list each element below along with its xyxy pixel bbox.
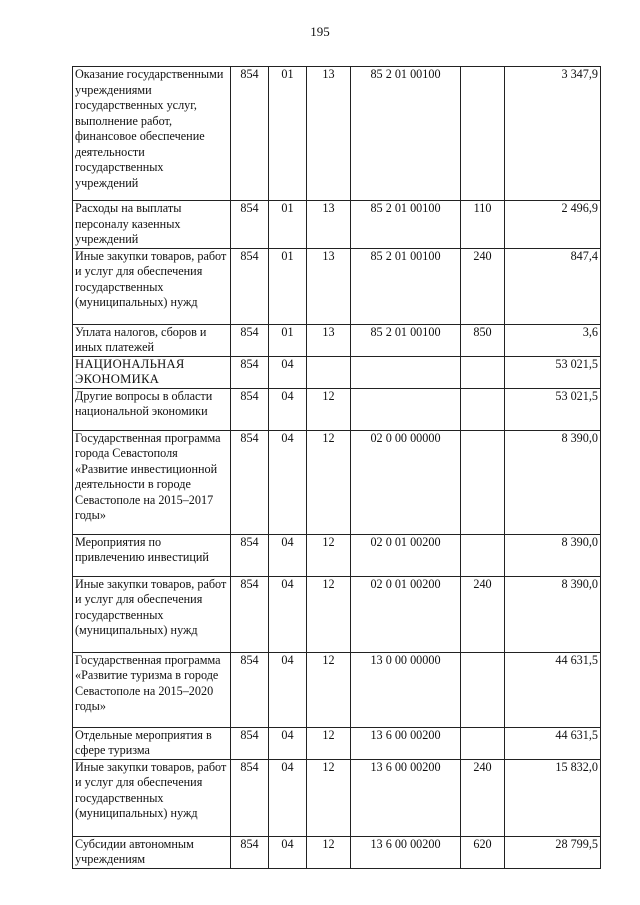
amount-cell: 44 631,5 <box>505 652 601 727</box>
expense-type-cell <box>461 430 505 534</box>
section-cell: 04 <box>269 534 307 576</box>
table-row <box>73 759 601 836</box>
table-row <box>73 430 601 534</box>
ministry-code-cell: 854 <box>231 388 269 430</box>
subsection-cell: 13 <box>307 201 351 249</box>
ministry-code-cell: 854 <box>231 534 269 576</box>
budget-table-body <box>73 67 601 869</box>
ministry-code-cell: 854 <box>231 201 269 249</box>
section-cell: 01 <box>269 324 307 356</box>
ministry-code-cell: 854 <box>231 836 269 868</box>
table-row <box>73 324 601 356</box>
target-article-cell: 85 2 01 00100 <box>351 324 461 356</box>
table-row <box>73 652 601 727</box>
expense-name-cell: Государственная программа города Севастополя «Развитие инвестиционной деятельности в городе Севастополе на 2015–2017 годы» <box>73 430 231 534</box>
amount-cell: 8 390,0 <box>505 576 601 652</box>
table-row <box>73 356 601 388</box>
amount-cell: 2 496,9 <box>505 201 601 249</box>
subsection-cell: 12 <box>307 576 351 652</box>
expense-type-cell <box>461 388 505 430</box>
ministry-code-cell: 854 <box>231 759 269 836</box>
table-row <box>73 248 601 324</box>
target-article-cell: 13 6 00 00200 <box>351 727 461 759</box>
target-article-cell: 02 0 00 00000 <box>351 430 461 534</box>
amount-cell: 8 390,0 <box>505 534 601 576</box>
target-article-cell: 02 0 01 00200 <box>351 576 461 652</box>
amount-cell: 3,6 <box>505 324 601 356</box>
target-article-cell: 85 2 01 00100 <box>351 201 461 249</box>
expense-type-cell: 110 <box>461 201 505 249</box>
ministry-code-cell: 854 <box>231 430 269 534</box>
expense-name-cell: Иные закупки товаров, работ и услуг для обеспечения государственных (муниципальных) нужд <box>73 248 231 324</box>
expense-type-cell <box>461 356 505 388</box>
target-article-cell: 85 2 01 00100 <box>351 248 461 324</box>
expense-type-cell: 240 <box>461 576 505 652</box>
table-row <box>73 388 601 430</box>
ministry-code-cell: 854 <box>231 576 269 652</box>
expense-name-cell: Иные закупки товаров, работ и услуг для обеспечения государственных (муниципальных) нужд <box>73 759 231 836</box>
target-article-cell <box>351 356 461 388</box>
section-cell: 01 <box>269 201 307 249</box>
ministry-code-cell: 854 <box>231 324 269 356</box>
page-number: 195 <box>310 24 330 39</box>
subsection-cell: 12 <box>307 836 351 868</box>
expense-type-cell: 240 <box>461 248 505 324</box>
section-cell: 04 <box>269 652 307 727</box>
subsection-cell: 12 <box>307 727 351 759</box>
expense-name-cell: Другие вопросы в области национальной экономики <box>73 388 231 430</box>
expense-name-cell: Расходы на выплаты персоналу казенных учреждений <box>73 201 231 249</box>
subsection-cell: 12 <box>307 388 351 430</box>
expense-name-cell: Уплата налогов, сборов и иных платежей <box>73 324 231 356</box>
section-cell: 04 <box>269 388 307 430</box>
ministry-code-cell: 854 <box>231 652 269 727</box>
subsection-cell <box>307 356 351 388</box>
table-row <box>73 727 601 759</box>
target-article-cell: 13 6 00 00200 <box>351 836 461 868</box>
expense-name-cell: Мероприятия по привлечению инвестиций <box>73 534 231 576</box>
section-cell: 04 <box>269 836 307 868</box>
section-cell: 04 <box>269 430 307 534</box>
amount-cell: 44 631,5 <box>505 727 601 759</box>
table-row <box>73 836 601 868</box>
table-row <box>73 534 601 576</box>
section-cell: 04 <box>269 356 307 388</box>
target-article-cell: 02 0 01 00200 <box>351 534 461 576</box>
ministry-code-cell: 854 <box>231 356 269 388</box>
target-article-cell: 85 2 01 00100 <box>351 67 461 201</box>
subsection-cell: 13 <box>307 324 351 356</box>
amount-cell: 28 799,5 <box>505 836 601 868</box>
amount-cell: 8 390,0 <box>505 430 601 534</box>
expense-name-cell: Субсидии автономным учреждениям <box>73 836 231 868</box>
subsection-cell: 12 <box>307 652 351 727</box>
target-article-cell: 13 0 00 00000 <box>351 652 461 727</box>
ministry-code-cell: 854 <box>231 248 269 324</box>
table-row <box>73 576 601 652</box>
expense-type-cell <box>461 652 505 727</box>
section-cell: 01 <box>269 248 307 324</box>
budget-table <box>72 66 601 869</box>
expense-name-cell: Государственная программа «Развитие туризма в городе Севастополе на 2015–2020 годы» <box>73 652 231 727</box>
expense-type-cell <box>461 67 505 201</box>
section-cell: 04 <box>269 727 307 759</box>
subsection-cell: 13 <box>307 67 351 201</box>
subsection-cell: 12 <box>307 759 351 836</box>
ministry-code-cell: 854 <box>231 67 269 201</box>
expense-type-cell: 620 <box>461 836 505 868</box>
expense-name-cell: Иные закупки товаров, работ и услуг для обеспечения государственных (муниципальных) нужд <box>73 576 231 652</box>
table-row <box>73 67 601 201</box>
expense-type-cell: 240 <box>461 759 505 836</box>
expense-type-cell <box>461 727 505 759</box>
ministry-code-cell: 854 <box>231 727 269 759</box>
subsection-cell: 13 <box>307 248 351 324</box>
amount-cell: 53 021,5 <box>505 388 601 430</box>
table-row <box>73 201 601 249</box>
expense-type-cell <box>461 534 505 576</box>
section-cell: 01 <box>269 67 307 201</box>
expense-name-cell: НАЦИОНАЛЬНАЯ ЭКОНОМИКА <box>73 356 231 388</box>
amount-cell: 847,4 <box>505 248 601 324</box>
subsection-cell: 12 <box>307 430 351 534</box>
amount-cell: 53 021,5 <box>505 356 601 388</box>
target-article-cell: 13 6 00 00200 <box>351 759 461 836</box>
subsection-cell: 12 <box>307 534 351 576</box>
section-cell: 04 <box>269 759 307 836</box>
amount-cell: 15 832,0 <box>505 759 601 836</box>
expense-name-cell: Оказание государственными учреждениями государственных услуг, выполнение работ, финансовое обеспечение деятельности государственных учреждений <box>73 67 231 201</box>
expense-name-cell: Отдельные мероприятия в сфере туризма <box>73 727 231 759</box>
expense-type-cell: 850 <box>461 324 505 356</box>
section-cell: 04 <box>269 576 307 652</box>
target-article-cell <box>351 388 461 430</box>
amount-cell: 3 347,9 <box>505 67 601 201</box>
